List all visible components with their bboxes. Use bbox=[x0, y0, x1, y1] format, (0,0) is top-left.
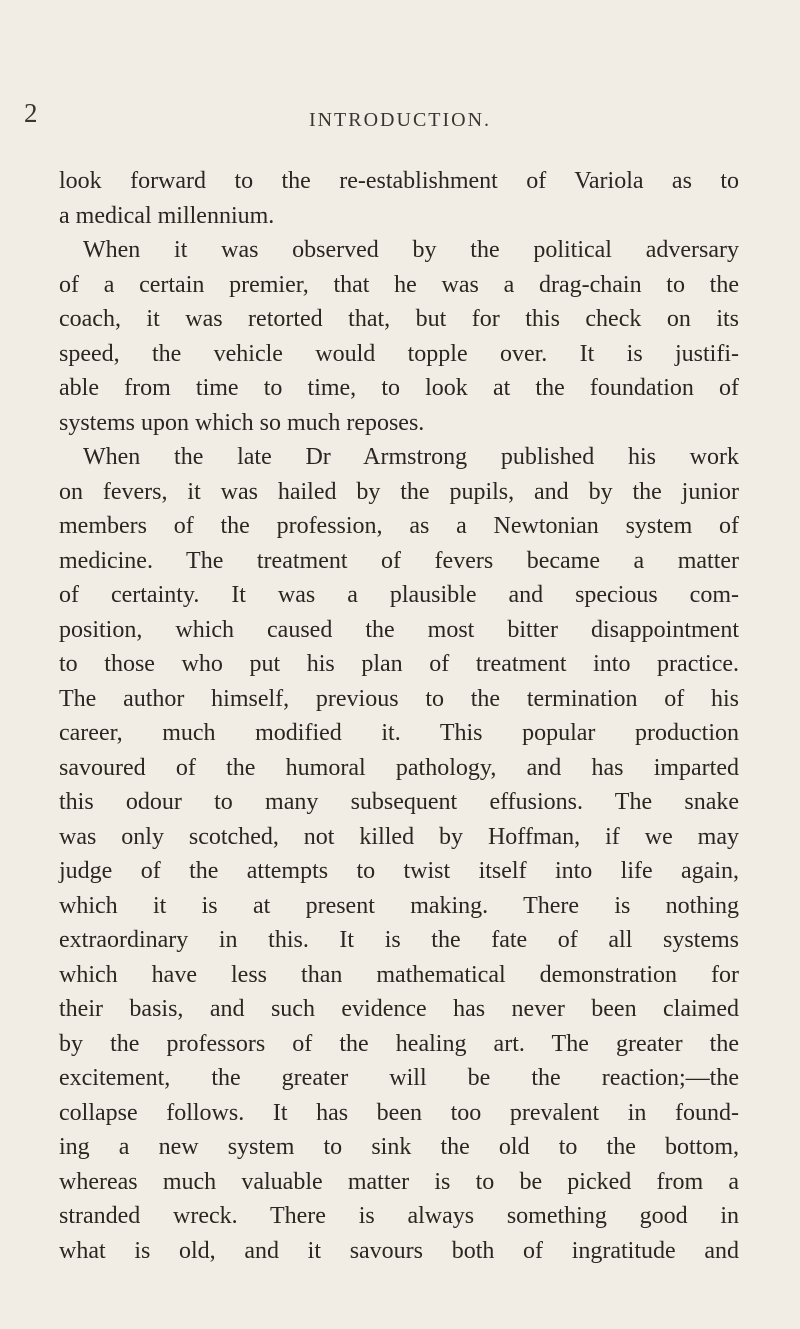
text-line: which have less than mathematical demonstration for bbox=[59, 961, 739, 988]
text-line: able from time to time, to look at the foundation of bbox=[59, 375, 739, 401]
text-line: systems upon which so much reposes. bbox=[59, 409, 425, 436]
text-line: When it was observed by the political adversary bbox=[83, 237, 739, 263]
text-line: a medical millennium. bbox=[59, 202, 275, 229]
text-line: of certainty. It was a plausible and specious com- bbox=[59, 582, 739, 608]
text-line: their basis, and such evidence has never been claimed bbox=[59, 996, 739, 1022]
text-line: judge of the attempts to twist itself into life again, bbox=[59, 858, 739, 884]
text-line: by the professors of the healing art. The greater the bbox=[59, 1030, 739, 1057]
text-line: to those who put his plan of treatment into practice. bbox=[59, 651, 739, 677]
text-line: was only scotched, not killed by Hoffman, if we may bbox=[59, 823, 739, 850]
text-line: whereas much valuable matter is to be picked from a bbox=[59, 1168, 739, 1195]
text-line: ing a new system to sink the old to the bottom, bbox=[59, 1134, 739, 1160]
text-line: speed, the vehicle would topple over. It is justifi- bbox=[59, 340, 739, 367]
text-line: what is old, and it savours both of ingratitude and bbox=[59, 1237, 739, 1264]
text-line: which it is at present making. There is nothing bbox=[59, 892, 739, 919]
text-line: collapse follows. It has been too prevalent in found- bbox=[59, 1099, 739, 1126]
page-number: 2 bbox=[24, 98, 38, 128]
text-line: extraordinary in this. It is the fate of all systems bbox=[59, 927, 739, 953]
text-line: this odour to many subsequent effusions. The snake bbox=[59, 789, 739, 815]
text-line: coach, it was retorted that, but for this check on its bbox=[59, 306, 739, 332]
text-line: When the late Dr Armstrong published his work bbox=[83, 444, 739, 470]
body-text bbox=[59, 164, 739, 1268]
text-line: The author himself, previous to the termination of his bbox=[59, 685, 739, 712]
text-line: of a certain premier, that he was a drag-chain to the bbox=[59, 271, 739, 298]
running-head: INTRODUCTION. bbox=[308, 109, 492, 131]
text-line: savoured of the humoral pathology, and has imparted bbox=[59, 754, 739, 781]
text-line: on fevers, it was hailed by the pupils, and by the junior bbox=[59, 478, 739, 505]
text-line: excitement, the greater will be the reaction;—the bbox=[59, 1065, 739, 1091]
text-line: position, which caused the most bitter disappointment bbox=[59, 616, 739, 643]
text-line: look forward to the re-establishment of Variola as to bbox=[59, 168, 739, 194]
text-line: members of the profession, as a Newtonian system of bbox=[59, 513, 739, 539]
text-line: medicine. The treatment of fevers became a matter bbox=[59, 547, 739, 574]
text-line: stranded wreck. There is always something good in bbox=[59, 1203, 739, 1229]
text-line: career, much modified it. This popular production bbox=[59, 720, 739, 746]
